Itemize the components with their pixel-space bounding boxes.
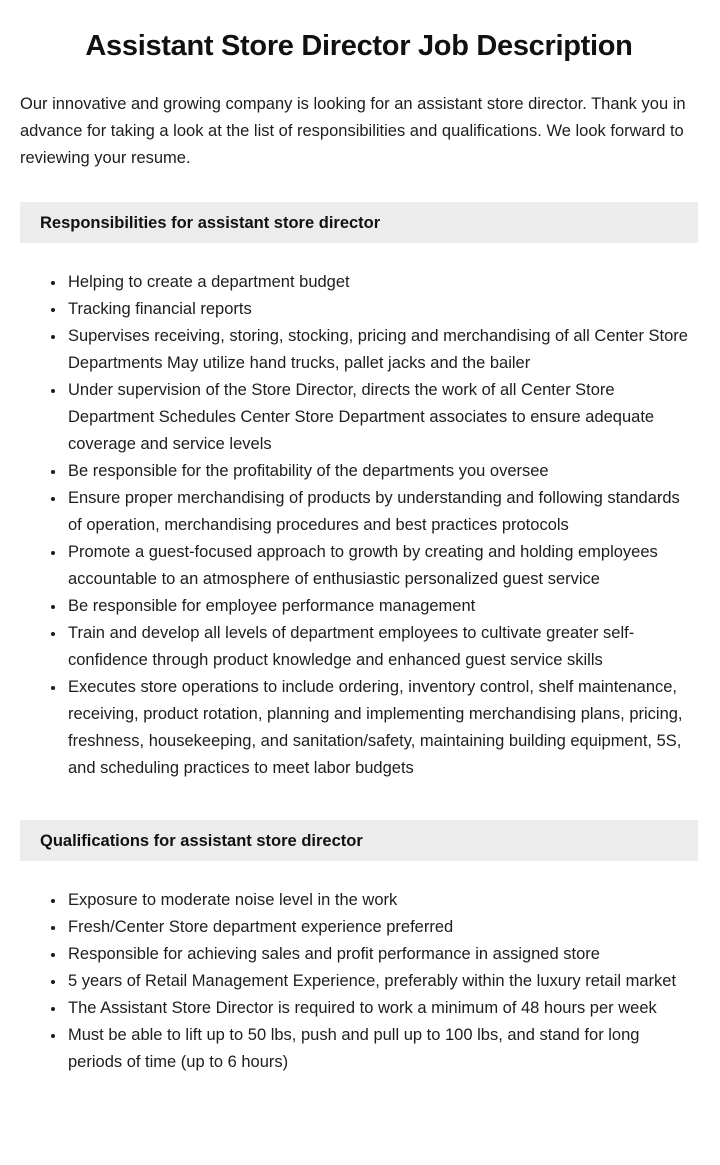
list-item: • Tracking financial reports (66, 296, 698, 323)
qualifications-section-header: Qualifications for assistant store director (20, 820, 698, 861)
list-item: • Be responsible for the profitability of the departments you oversee (66, 458, 698, 485)
list-item: • 5 years of Retail Management Experience, preferably within the luxury retail market (66, 968, 698, 995)
responsibilities-section-header: Responsibilities for assistant store director (20, 202, 698, 243)
list-item: • Under supervision of the Store Director, directs the work of all Center Store Department Schedules Center Store Department associates to ensure adequate coverage and service levels (66, 377, 698, 458)
list-item: • Executes store operations to include ordering, inventory control, shelf maintenance, receiving, product rotation, planning and implementing merchandising plans, pricing, freshness, housekeeping, and sanitation/safety, maintaining building equipment, 5S, and scheduling practices to meet labor budgets (66, 674, 698, 782)
list-item: • Must be able to lift up to 50 lbs, push and pull up to 100 lbs, and stand for long periods of time (up to 6 hours) (66, 1022, 698, 1076)
list-item: • Ensure proper merchandising of products by understanding and following standards of operation, merchandising procedures and best practices protocols (66, 485, 698, 539)
list-item: • Train and develop all levels of department employees to cultivate greater self-confidence through product knowledge and enhanced guest service skills (66, 620, 698, 674)
qualifications-section (20, 820, 698, 1076)
list-item: • Fresh/Center Store department experience preferred (66, 914, 698, 941)
list-item: • Exposure to moderate noise level in the work (66, 887, 698, 914)
list-item: • Helping to create a department budget (66, 269, 698, 296)
responsibilities-section (20, 202, 698, 782)
list-item: • Promote a guest-focused approach to growth by creating and holding employees accountable to an atmosphere of enthusiastic personalized guest service (66, 539, 698, 593)
list-item: • The Assistant Store Director is required to work a minimum of 48 hours per week (66, 995, 698, 1022)
list-item: • Be responsible for employee performance management (66, 593, 698, 620)
page-title: Assistant Store Director Job Description (85, 30, 633, 62)
list-item: • Supervises receiving, storing, stocking, pricing and merchandising of all Center Store Departments May utilize hand trucks, pallet jacks and the bailer (66, 323, 698, 377)
intro-paragraph: Our innovative and growing company is looking for an assistant store director. Thank you in advance for taking a look at the list of responsibilities and qualifications. We look forward to reviewing your resume. (20, 95, 686, 167)
list-item: • Responsible for achieving sales and profit performance in assigned store (66, 941, 698, 968)
qualifications-list (20, 887, 698, 1076)
responsibilities-list (20, 269, 698, 782)
